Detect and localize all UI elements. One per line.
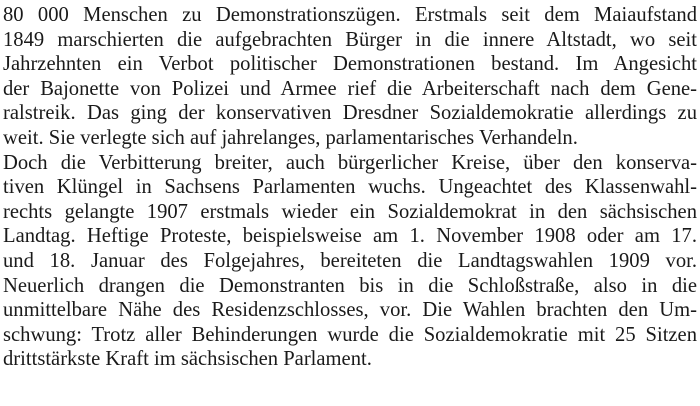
text-line: tiven Klüngel in Sachsens Parlamenten wuchs. Ungeachtet des Klassenwahl- bbox=[3, 176, 697, 199]
paragraph-2 bbox=[3, 151, 697, 372]
text-line: 1849 marschierten die aufgebrachten Bürger in die innere Altstadt, wo seit bbox=[3, 28, 697, 51]
text-line: Doch die Verbitterung breiter, auch bürgerlicher Kreise, über den konserva- bbox=[3, 151, 697, 174]
text-line: und 18. Januar des Folgejahres, bereiteten die Landtagswahlen 1909 vor. bbox=[3, 249, 697, 272]
text-line: Jahrzehnten ein Verbot politischer Demonstrationen bestand. Im Angesicht bbox=[3, 53, 697, 76]
text-line: der Bajonette von Polizei und Armee rief die Arbeiterschaft nach dem Gene- bbox=[3, 77, 697, 100]
text-line: schwung: Trotz aller Behinderungen wurde die Sozialdemokratie mit 25 Sitzen bbox=[3, 323, 697, 346]
text-line: ralstreik. Das ging der konservativen Dresdner Sozialdemokratie allerdings zu bbox=[3, 102, 697, 125]
text-line: Landtag. Heftige Proteste, beispielsweise am 1. November 1908 oder am 17. bbox=[3, 225, 697, 248]
text-line: unmittelbare Nähe des Residenzschlosses, vor. Die Wahlen brachten den Um- bbox=[3, 299, 697, 322]
text-line: rechts gelangte 1907 erstmals wieder ein Sozialdemokrat in den sächsischen bbox=[3, 200, 697, 223]
text-line: weit. Sie verlegte sich auf jahrelanges, parlamentarisches Verhandeln. bbox=[3, 126, 578, 149]
paragraph-1 bbox=[3, 3, 697, 151]
text-line: 80 000 Menschen zu Demonstrationszügen. Erstmals seit dem Maiaufstand bbox=[3, 4, 697, 26]
text-line: drittstärkste Kraft im sächsischen Parlament. bbox=[3, 348, 372, 371]
text-line: Neuerlich drangen die Demonstranten bis in die Schloßstraße, also in die bbox=[3, 274, 697, 297]
